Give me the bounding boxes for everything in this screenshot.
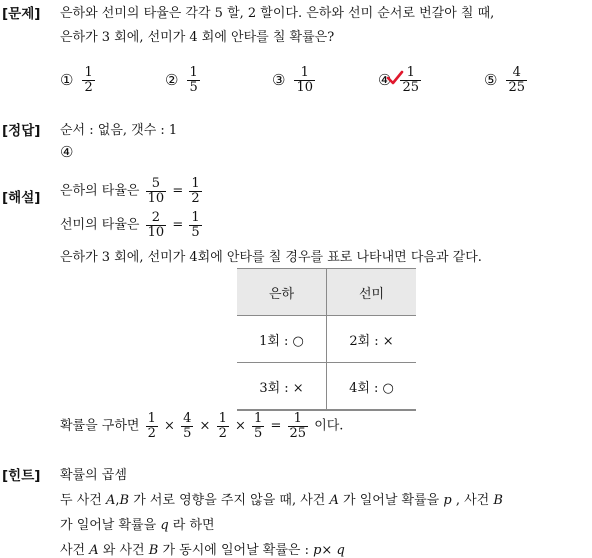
fraction: $\frac{1}{2}$ (147, 411, 156, 441)
equals-sign: = (172, 217, 184, 233)
solution-line-2 (60, 211, 204, 239)
times-sign: × (321, 543, 333, 558)
option-2[interactable] (165, 66, 202, 94)
hint-line-3 (60, 514, 215, 533)
solution-line-3: 은하가 3 회에, 선미가 4회에 안타를 칠 경우를 표로 나타내면 다음과 같다. (60, 250, 482, 265)
option-1[interactable] (60, 66, 97, 94)
table-row (237, 363, 416, 411)
hint-text: 라 하면 (172, 518, 215, 533)
solution-line-4-suffix: 이다. (314, 418, 344, 434)
equals-sign: = (172, 183, 184, 199)
table-cell: 4회 : ○ (327, 363, 417, 411)
question-line-1: 은하와 선미의 타율은 각각 5 할, 2 할이다. 은하와 선미 순서로 번갈아 칠 때, (60, 6, 495, 21)
math-var: p (443, 493, 452, 508)
solution-line-2-prefix: 선미의 타율은 (60, 217, 140, 233)
solution-line-4-prefix: 확률을 구하면 (60, 418, 140, 434)
hint-text: 사건 (60, 543, 86, 558)
option-3[interactable] (272, 66, 317, 94)
fraction: $\frac{4}{5}$ (183, 411, 192, 441)
outcome-table (237, 268, 416, 411)
math-var: q (336, 543, 345, 558)
fraction: $\frac{5}{10}$ (147, 176, 165, 206)
solution-line-1-prefix: 은하의 타율은 (60, 183, 140, 199)
hint-text: 가 일어날 확률을 (60, 518, 157, 533)
math-var: B (493, 493, 503, 508)
option-5-fraction: $\frac{4}{25}$ (508, 65, 525, 95)
math-var: B (148, 543, 159, 558)
fraction: $\frac{1}{25}$ (289, 411, 307, 441)
option-2-number: ② (165, 71, 179, 90)
option-5[interactable] (484, 66, 529, 94)
solution-line-1 (60, 177, 204, 205)
table-cell: 2회 : × (327, 316, 417, 363)
answer-tag: [정답] (2, 123, 41, 139)
hint-text: 가 일어날 확률을 (343, 493, 440, 508)
hint-text: 와 사건 (102, 543, 145, 558)
math-var: A (329, 493, 339, 508)
fraction: $\frac{1}{2}$ (191, 176, 200, 206)
times-sign: × (164, 418, 175, 434)
hint-line-1: 확률의 곱셈 (60, 468, 127, 483)
fraction: $\frac{2}{10}$ (147, 210, 165, 240)
table-cell: 3회 : × (237, 363, 327, 411)
hint-text: 가 동시에 일어날 확률은 : (162, 543, 309, 558)
hint-line-2 (60, 489, 503, 508)
fraction: $\frac{1}{5}$ (191, 210, 200, 240)
solution-tag: [해설] (2, 190, 41, 206)
hint-line-4 (60, 539, 345, 558)
answer-line-1: 순서 : 없음, 갯수 : 1 (60, 123, 178, 138)
option-2-fraction: $\frac{1}{5}$ (189, 65, 198, 95)
option-5-number: ⑤ (484, 71, 498, 90)
table-cell: 1회 : ○ (237, 316, 327, 363)
math-var: q (160, 518, 169, 533)
math-var: A (89, 543, 99, 558)
math-var: A (105, 493, 116, 508)
checkmark-icon (386, 70, 404, 86)
fraction: $\frac{1}{2}$ (218, 411, 227, 441)
equals-sign: = (270, 418, 282, 434)
hint-text: , 사건 (455, 493, 490, 508)
question-line-2: 은하가 3 회에, 선미가 4 회에 안타를 칠 확률은? (60, 30, 335, 45)
times-sign: × (199, 418, 211, 434)
question-tag: [문제] (2, 6, 41, 22)
hint-text: , (115, 493, 120, 508)
times-sign: × (234, 418, 246, 434)
option-1-number: ① (60, 71, 74, 90)
option-1-fraction: $\frac{1}{2}$ (84, 65, 93, 95)
option-3-fraction: $\frac{1}{10}$ (296, 65, 313, 95)
solution-line-4 (60, 412, 343, 440)
table-row (237, 316, 416, 363)
hint-text: 가 서로 영향을 주지 않을 때, 사건 (133, 493, 326, 508)
option-3-number: ③ (272, 71, 286, 90)
option-4-fraction: $\frac{1}{25}$ (402, 65, 419, 95)
math-var: B (119, 493, 130, 508)
math-var: p (313, 543, 322, 558)
answer-line-2: ④ (60, 143, 74, 161)
option-4-number: ④ (378, 71, 392, 90)
table-header-row (237, 269, 416, 316)
hint-text: 두 사건 (60, 493, 102, 508)
hint-tag: [힌트] (2, 468, 41, 484)
table-header-cell: 은하 (237, 269, 327, 316)
table-header-cell: 선미 (327, 269, 417, 316)
fraction: $\frac{1}{5}$ (254, 411, 263, 441)
